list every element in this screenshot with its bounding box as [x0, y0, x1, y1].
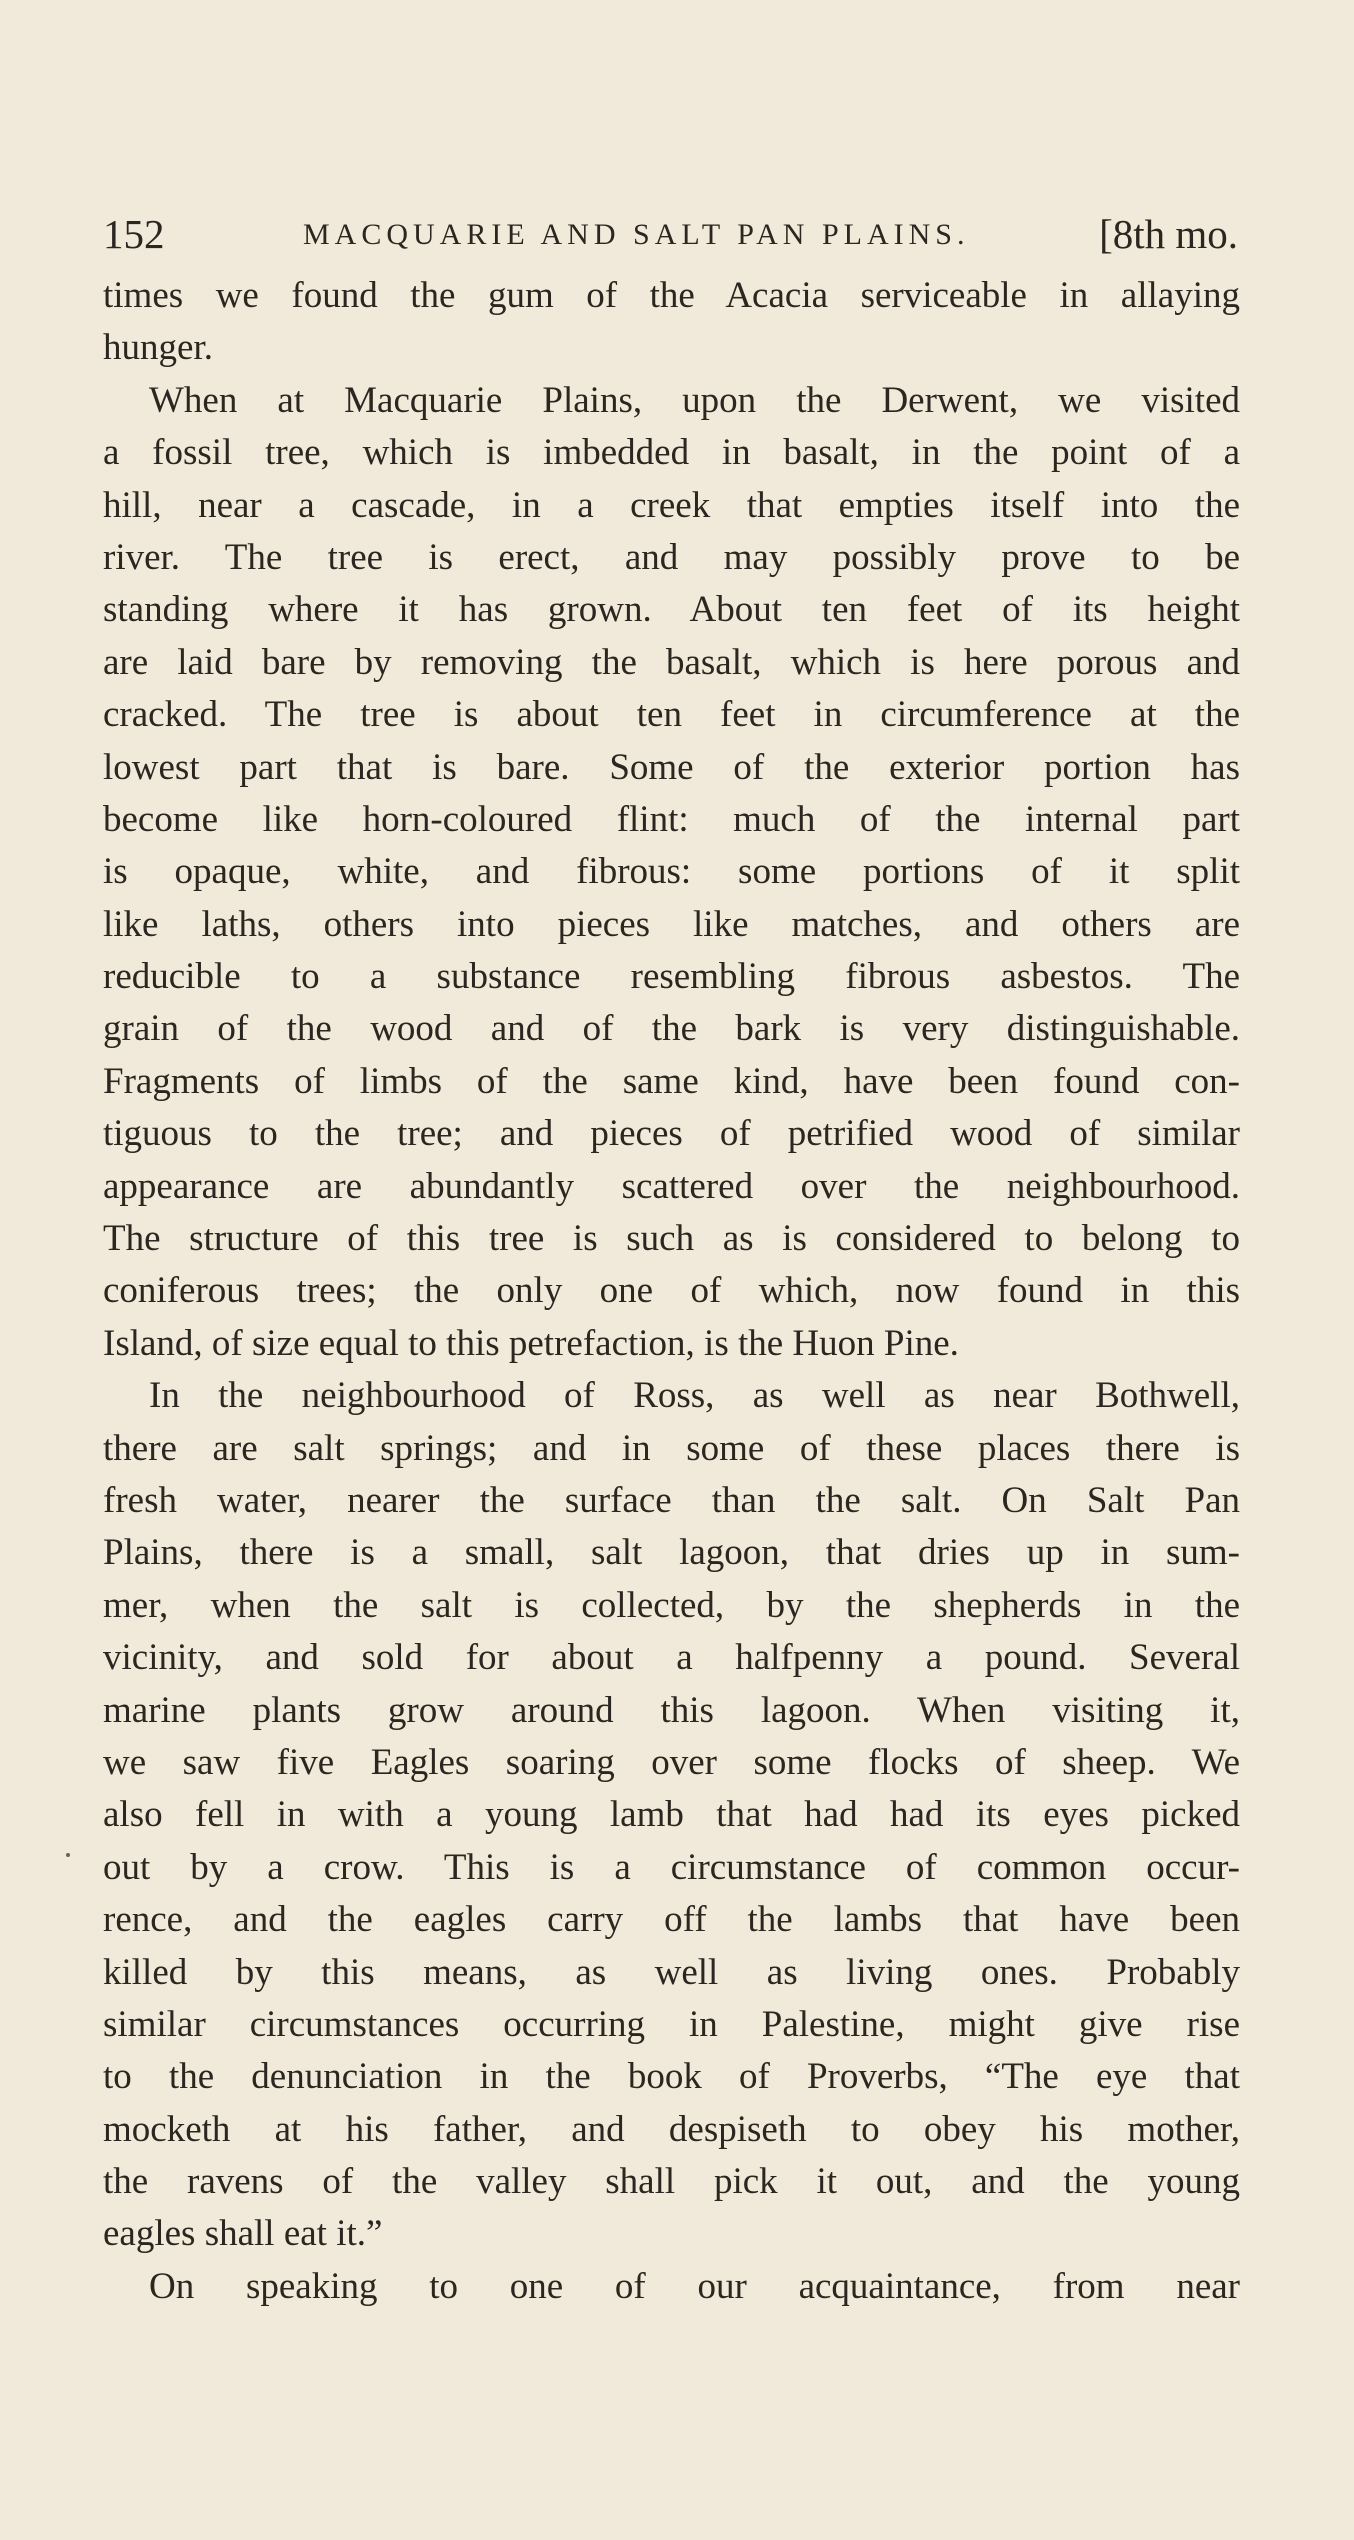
text-line: coniferous trees; the only one of which, now found in this — [103, 1270, 1240, 1312]
text-line: are laid bare by removing the basalt, which is here porous and — [103, 641, 1240, 683]
text-line: rence, and the eagles carry off the lambs that have been — [103, 1899, 1240, 1941]
text-line: out by a crow. This is a circumstance of common occur- — [103, 1846, 1240, 1888]
text-line: eagles shall eat it.” — [103, 2213, 383, 2255]
text-line: standing where it has grown. About ten feet of its height — [103, 589, 1240, 631]
text-line: become like horn-coloured flint: much of the internal part — [103, 798, 1240, 840]
text-line: grain of the wood and of the bark is very distinguishable. — [103, 1008, 1240, 1050]
text-line: mocketh at his father, and despiseth to obey his mother, — [103, 2108, 1240, 2150]
text-line: similar circumstances occurring in Palestine, might give rise — [103, 2003, 1240, 2045]
page-number: 152 — [103, 211, 165, 257]
text-line: hunger. — [103, 327, 213, 369]
text-line: marine plants grow around this lagoon. When visiting it, — [103, 1689, 1240, 1731]
text-line: The structure of this tree is such as is considered to belong to — [103, 1218, 1240, 1260]
text-line: In the neighbourhood of Ross, as well as near Bothwell, — [149, 1375, 1240, 1417]
text-line: mer, when the salt is collected, by the shepherds in the — [103, 1584, 1240, 1626]
text-line: hill, near a cascade, in a creek that empties itself into the — [103, 484, 1240, 526]
text-line: On speaking to one of our acquaintance, from near — [149, 2265, 1240, 2307]
text-line: Island, of size equal to this petrefaction, is the Huon Pine. — [103, 1322, 959, 1364]
text-line: river. The tree is erect, and may possibly prove to be — [103, 536, 1240, 578]
text-line: cracked. The tree is about ten feet in circumference at the — [103, 694, 1240, 736]
body-text — [103, 270, 1240, 2313]
text-line: When at Macquarie Plains, upon the Derwent, we visited — [149, 379, 1240, 421]
text-line: there are salt springs; and in some of these places there is — [103, 1427, 1240, 1469]
running-title: MACQUARIE AND SALT PAN PLAINS. — [303, 218, 970, 251]
text-line: we saw five Eagles soaring over some flocks of sheep. We — [103, 1741, 1240, 1783]
text-line: is opaque, white, and fibrous: some portions of it split — [103, 851, 1240, 893]
text-line: a fossil tree, which is imbedded in basalt, in the point of a — [103, 432, 1240, 474]
text-line: vicinity, and sold for about a halfpenny a pound. Several — [103, 1637, 1240, 1679]
text-line: to the denunciation in the book of Proverbs, “The eye that — [103, 2056, 1240, 2098]
text-line: like laths, others into pieces like matches, and others are — [103, 903, 1240, 945]
gutter-mark — [66, 1853, 70, 1857]
text-line: Plains, there is a small, salt lagoon, that dries up in sum- — [103, 1532, 1240, 1574]
text-line: lowest part that is bare. Some of the exterior portion has — [103, 746, 1240, 788]
page-header — [103, 206, 1238, 262]
text-line: fresh water, nearer the surface than the salt. On Salt Pan — [103, 1479, 1240, 1521]
text-line: times we found the gum of the Acacia serviceable in allaying — [103, 275, 1240, 316]
text-line: tiguous to the tree; and pieces of petrified wood of similar — [103, 1113, 1240, 1155]
text-line: Fragments of limbs of the same kind, have been found con- — [103, 1060, 1240, 1102]
text-line: the ravens of the valley shall pick it out, and the young — [103, 2161, 1240, 2203]
text-line: appearance are abundantly scattered over the neighbourhood. — [103, 1165, 1240, 1207]
month-note: [8th mo. — [1099, 211, 1238, 257]
text-line: reducible to a substance resembling fibrous asbestos. The — [103, 956, 1240, 998]
text-line: killed by this means, as well as living ones. Probably — [103, 1951, 1240, 1993]
text-line: also fell in with a young lamb that had had its eyes picked — [103, 1794, 1240, 1836]
